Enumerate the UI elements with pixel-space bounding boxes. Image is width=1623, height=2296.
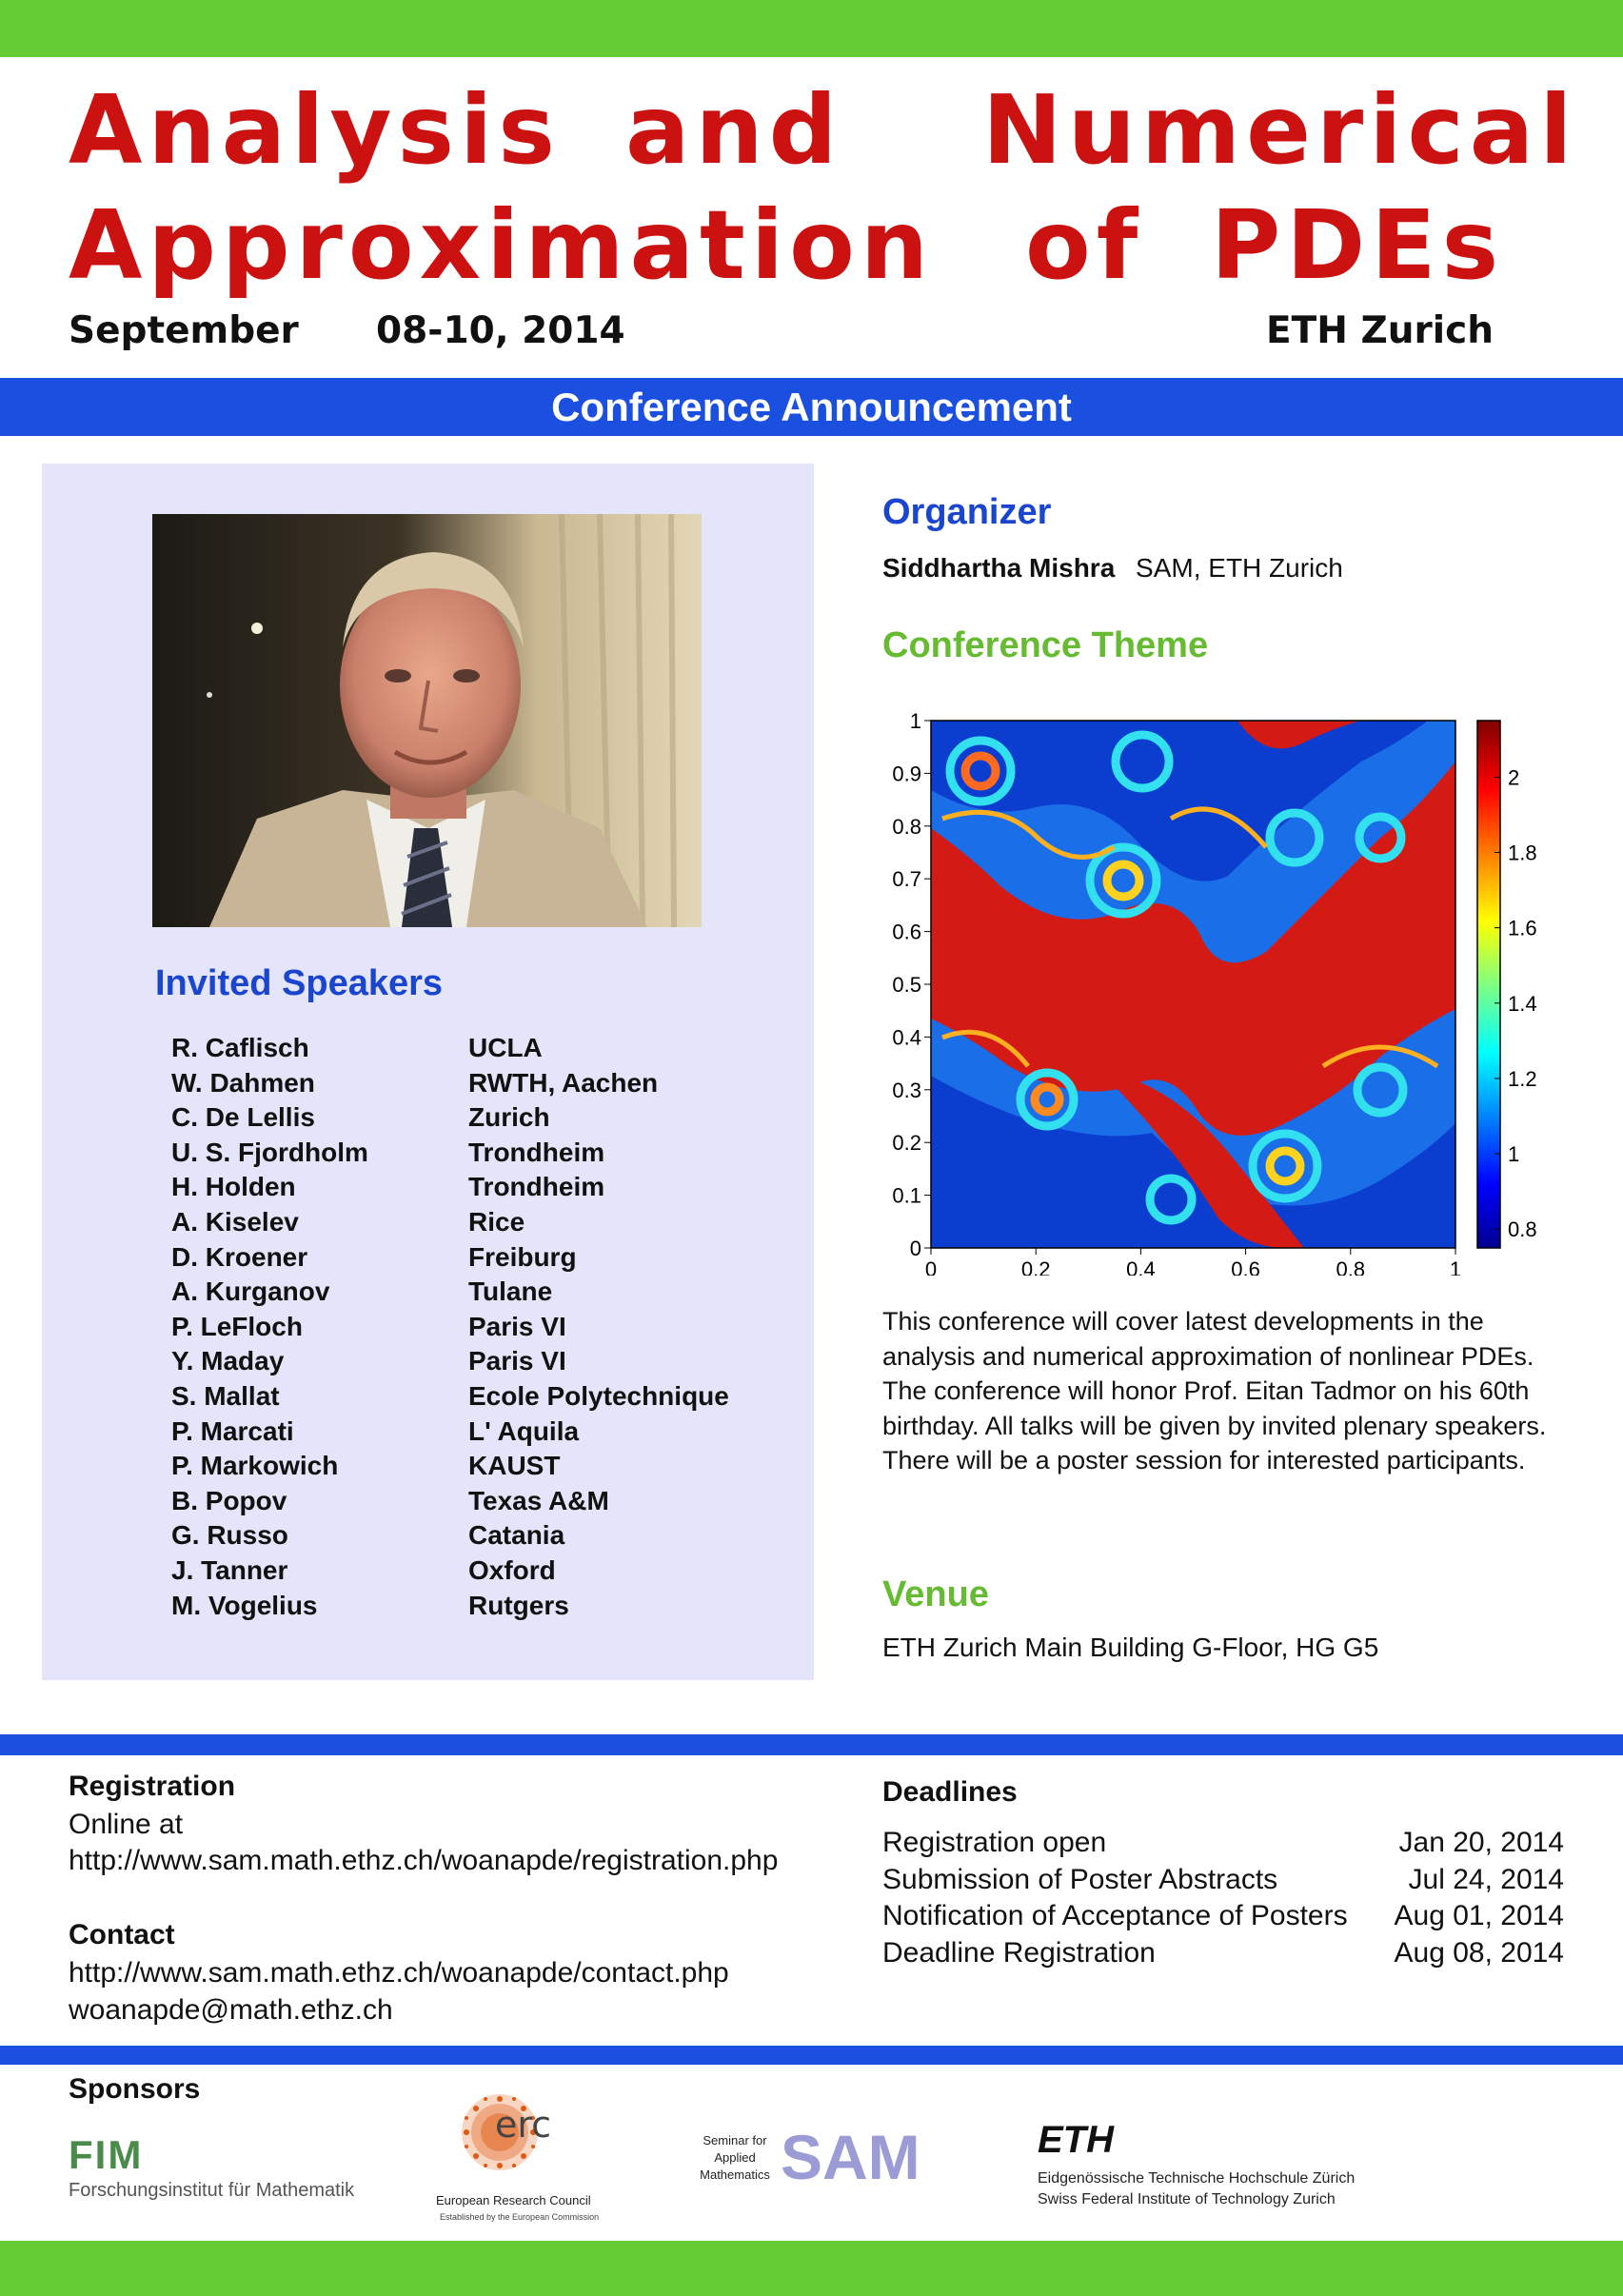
y-tick-label: 0.1: [892, 1183, 921, 1208]
colorbar-tick-label: 1: [1508, 1142, 1520, 1167]
speaker-row: [171, 1240, 781, 1276]
speaker-name: W. Dahmen: [171, 1067, 315, 1098]
x-tick-label: 1: [1449, 1257, 1462, 1276]
speakers-list: [171, 1031, 781, 1623]
fim-logo: FIM: [69, 2132, 144, 2177]
top-green-bar: [0, 0, 1623, 57]
deadline-date: Aug 01, 2014: [1394, 1900, 1564, 1931]
speaker-affiliation: Tulane: [468, 1277, 553, 1307]
speaker-name: P. LeFloch: [171, 1311, 303, 1341]
speaker-affiliation: Trondheim: [468, 1172, 605, 1202]
speaker-row: [171, 1170, 781, 1205]
sam-logo: SAM: [781, 2122, 920, 2192]
speaker-row: [171, 1031, 781, 1066]
contact-link[interactable]: http://www.sam.math.ethz.ch/woanapde/contact.php: [69, 1957, 729, 1989]
registration-line: Online at: [69, 1809, 184, 1840]
eth-logo: ETH: [1038, 2119, 1114, 2161]
contact-email[interactable]: woanapde@math.ethz.ch: [69, 1994, 393, 2026]
venue-text: ETH Zurich Main Building G-Floor, HG G5: [882, 1633, 1379, 1662]
speaker-affiliation: Texas A&M: [468, 1485, 609, 1515]
speaker-row: [171, 1275, 781, 1310]
bottom-green-bar: [0, 2241, 1623, 2296]
date-days: 08-10, 2014: [376, 309, 625, 352]
y-ticks: [892, 709, 931, 1260]
footer-divider-2: [0, 2046, 1623, 2065]
eth-text-2: Swiss Federal Institute of Technology Zurich: [1038, 2191, 1336, 2207]
y-tick-label: 0.9: [892, 762, 921, 786]
y-tick-label: 0.2: [892, 1131, 921, 1156]
deadline-label: Deadline Registration: [882, 1936, 1156, 1969]
speaker-affiliation: Rutgers: [468, 1590, 569, 1620]
venue-heading: Venue: [882, 1574, 989, 1614]
colorbar-tick-label: 1.8: [1508, 841, 1537, 865]
title-word: Analysis: [69, 74, 561, 186]
heatmap-chart: [885, 704, 1552, 1276]
speaker-name: P. Markowich: [171, 1451, 339, 1481]
title-line-2: [69, 189, 1592, 302]
eth-text-1: Eidgenössische Technische Hochschule Zürich: [1038, 2170, 1356, 2187]
speaker-name: H. Holden: [171, 1172, 296, 1202]
speaker-row: [171, 1415, 781, 1450]
speaker-name: B. Popov: [171, 1485, 287, 1515]
deadline-label: Submission of Poster Abstracts: [882, 1863, 1278, 1895]
y-tick-label: 0.4: [892, 1025, 921, 1050]
sam-caption-line: Applied: [714, 2150, 756, 2165]
speaker-row: [171, 1344, 781, 1379]
speaker-name: G. Russo: [171, 1520, 288, 1551]
speaker-name: R. Caflisch: [171, 1033, 309, 1062]
title-word: Approximation: [69, 189, 935, 301]
speaker-name: U. S. Fjordholm: [171, 1137, 368, 1167]
deadline-row: [882, 1864, 1564, 1896]
speaker-affiliation: RWTH, Aachen: [468, 1067, 659, 1098]
speaker-name: D. Kroener: [171, 1241, 308, 1272]
y-tick-label: 0: [909, 1237, 921, 1260]
title-line-1: [69, 74, 1592, 187]
speaker-affiliation: Paris VI: [468, 1346, 566, 1376]
sam-caption: [693, 2132, 777, 2184]
colorbar-tick-label: 1.6: [1508, 916, 1537, 940]
y-tick-label: 0.8: [892, 814, 921, 839]
speaker-row: [171, 1518, 781, 1554]
speaker-row: [171, 1589, 781, 1624]
honoree-photo: [152, 514, 702, 927]
organizer-affiliation: SAM, ETH Zurich: [1136, 553, 1343, 583]
registration-link[interactable]: http://www.sam.math.ethz.ch/woanapde/registration.php: [69, 1845, 779, 1876]
speaker-affiliation: KAUST: [468, 1451, 561, 1481]
speaker-name: Y. Maday: [171, 1346, 285, 1376]
contact-heading: Contact: [69, 1919, 175, 1950]
y-tick-label: 1: [909, 709, 921, 733]
invited-speakers-heading: Invited Speakers: [155, 963, 444, 1003]
heatmap-field: [931, 721, 1455, 1248]
erc-text: European Research Council: [436, 2193, 591, 2207]
speaker-affiliation: Freiburg: [468, 1241, 577, 1272]
sponsors-heading: Sponsors: [69, 2073, 201, 2105]
registration-heading: Registration: [69, 1771, 236, 1802]
speaker-name: A. Kurganov: [171, 1277, 330, 1307]
deadline-label: Notification of Acceptance of Posters: [882, 1900, 1348, 1931]
y-tick-label: 0.6: [892, 920, 921, 944]
colorbar-tick-label: 1.2: [1508, 1066, 1537, 1091]
x-tick-label: 0.2: [1020, 1257, 1051, 1276]
deadline-date: Aug 08, 2014: [1394, 1936, 1564, 1969]
colorbar-tick-label: 2: [1508, 765, 1520, 790]
organizer-heading: Organizer: [882, 492, 1052, 532]
title-word: Numerical: [982, 74, 1578, 186]
organizer-name: Siddhartha Mishra: [882, 553, 1116, 583]
location: ETH Zurich: [1266, 309, 1494, 352]
deadline-row: [882, 1900, 1564, 1932]
title-word: PDEs: [1211, 189, 1505, 301]
speaker-name: S. Mallat: [171, 1380, 280, 1411]
x-tick-label: 0.6: [1231, 1257, 1260, 1276]
footer-divider-1: [0, 1734, 1623, 1755]
theme-heading: Conference Theme: [882, 625, 1209, 665]
theme-figure: [885, 704, 1552, 1276]
colorbar: [1477, 721, 1500, 1248]
sam-caption-line: Mathematics: [700, 2167, 770, 2182]
deadline-label: Registration open: [882, 1827, 1107, 1858]
deadline-date: Jan 20, 2014: [1398, 1827, 1564, 1858]
announcement-text: Conference Announcement: [551, 385, 1072, 429]
colorbar-tick-label: 1.4: [1508, 991, 1537, 1016]
speaker-name: J. Tanner: [171, 1554, 288, 1585]
colorbar-tick-label: 0.8: [1508, 1217, 1537, 1242]
speaker-name: A. Kiselev: [171, 1206, 299, 1237]
x-ticks: [925, 1248, 1461, 1276]
title-word: of: [1025, 189, 1144, 301]
deadline-row: [882, 1827, 1564, 1859]
speaker-affiliation: Paris VI: [468, 1311, 566, 1341]
speaker-row: [171, 1100, 781, 1136]
speaker-row: [171, 1379, 781, 1415]
speaker-affiliation: Ecole Polytechnique: [468, 1380, 729, 1411]
deadlines-heading: Deadlines: [882, 1776, 1018, 1808]
speaker-name: M. Vogelius: [171, 1590, 318, 1620]
speaker-affiliation: UCLA: [468, 1033, 543, 1062]
speaker-row: [171, 1554, 781, 1589]
erc-logo: erc: [495, 2104, 552, 2146]
deadline-row: [882, 1937, 1564, 1969]
deadlines-table: [882, 1827, 1564, 1979]
speaker-row: [171, 1066, 781, 1101]
speaker-row: [171, 1205, 781, 1240]
theme-description: This conference will cover latest developments in the analysis and numerical approximation of nonlinear PDEs. The conference will honor Prof. Eitan Tadmor on his 60th birthday. All talks will be given by invited plenary speakers. There will be a poster session for interested participants.: [882, 1307, 1547, 1475]
deadline-date: Jul 24, 2014: [1408, 1863, 1564, 1895]
organizer-line: [882, 553, 1343, 584]
y-tick-label: 0.5: [892, 973, 921, 997]
speaker-row: [171, 1136, 781, 1171]
sam-caption-line: Seminar for: [703, 2133, 767, 2148]
speaker-affiliation: Oxford: [468, 1554, 556, 1585]
speaker-affiliation: L' Aquila: [468, 1415, 580, 1446]
title-word: and: [625, 74, 843, 186]
y-tick-label: 0.7: [892, 867, 921, 892]
fim-text: Forschungsinstitut für Mathematik: [69, 2180, 355, 2201]
erc-subtext: Established by the European Commission: [440, 2212, 600, 2222]
speaker-row: [171, 1310, 781, 1345]
speaker-name: C. De Lellis: [171, 1102, 315, 1133]
speaker-name: P. Marcati: [171, 1415, 294, 1446]
speaker-affiliation: Trondheim: [468, 1137, 605, 1167]
y-tick-label: 0.3: [892, 1078, 921, 1102]
x-tick-label: 0.4: [1126, 1257, 1156, 1276]
speaker-row: [171, 1484, 781, 1519]
speaker-affiliation: Zurich: [468, 1102, 550, 1133]
x-tick-label: 0: [924, 1257, 938, 1276]
speaker-affiliation: Catania: [468, 1520, 565, 1551]
speaker-affiliation: Rice: [468, 1206, 525, 1237]
x-tick-label: 0.8: [1336, 1257, 1366, 1276]
speaker-row: [171, 1449, 781, 1484]
date-month: September: [69, 309, 299, 352]
